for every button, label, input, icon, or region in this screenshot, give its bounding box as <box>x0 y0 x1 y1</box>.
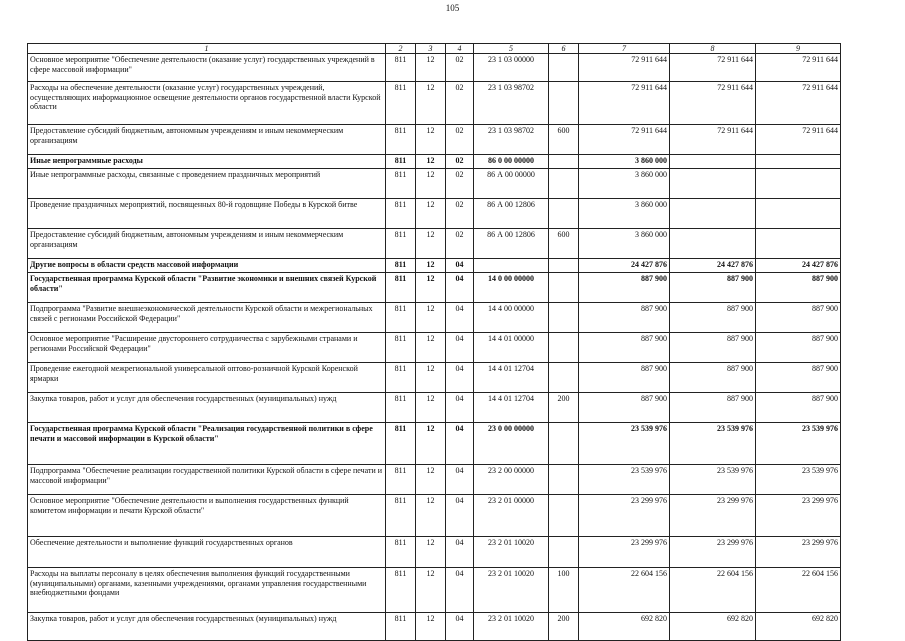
row-name: Проведение ежегодной межрегиональной универсальной оптово-розничной Курской Коренской ярмарки <box>28 363 386 393</box>
expense-type-code <box>549 537 579 568</box>
section-code: 12 <box>416 393 446 423</box>
column-number: 1 <box>28 44 386 54</box>
section-code: 12 <box>416 199 446 229</box>
subsection-code: 04 <box>446 568 474 613</box>
expense-type-code <box>549 259 579 273</box>
amount-col-7: 72 911 644 <box>579 54 670 82</box>
subsection-code: 04 <box>446 273 474 303</box>
amount-col-7: 887 900 <box>579 303 670 333</box>
expense-type-code <box>549 199 579 229</box>
amount-col-9 <box>756 199 841 229</box>
subsection-code: 04 <box>446 495 474 537</box>
budget-table <box>27 43 841 641</box>
section-code: 12 <box>416 495 446 537</box>
grbs-code: 811 <box>386 393 416 423</box>
amount-col-8 <box>670 229 756 259</box>
table-row <box>28 465 841 495</box>
target-article-code: 23 2 01 10020 <box>474 568 549 613</box>
subsection-code: 04 <box>446 303 474 333</box>
expense-type-code <box>549 273 579 303</box>
target-article-code: 14 4 01 00000 <box>474 333 549 363</box>
expense-type-code <box>549 54 579 82</box>
expense-type-code <box>549 155 579 169</box>
amount-col-9: 23 539 976 <box>756 423 841 465</box>
amount-col-7: 72 911 644 <box>579 125 670 155</box>
row-name: Обеспечение деятельности и выполнение функций государственных органов <box>28 537 386 568</box>
section-code: 12 <box>416 229 446 259</box>
grbs-code: 811 <box>386 423 416 465</box>
amount-col-9: 72 911 644 <box>756 54 841 82</box>
amount-col-9: 887 900 <box>756 363 841 393</box>
amount-col-8: 24 427 876 <box>670 259 756 273</box>
amount-col-8: 23 539 976 <box>670 423 756 465</box>
subsection-code: 04 <box>446 423 474 465</box>
expense-type-code <box>549 169 579 199</box>
row-name: Предоставление субсидий бюджетным, автономным учреждениям и иным некоммерческим организациям <box>28 125 386 155</box>
expense-type-code <box>549 423 579 465</box>
target-article-code: 23 2 01 00000 <box>474 495 549 537</box>
section-code: 12 <box>416 155 446 169</box>
subsection-code: 02 <box>446 199 474 229</box>
amount-col-9 <box>756 155 841 169</box>
section-code: 12 <box>416 465 446 495</box>
subsection-code: 02 <box>446 229 474 259</box>
column-number: 7 <box>579 44 670 54</box>
target-article-code: 14 0 00 00000 <box>474 273 549 303</box>
target-article-code: 86 А 00 12806 <box>474 229 549 259</box>
grbs-code: 811 <box>386 273 416 303</box>
table-row <box>28 82 841 125</box>
table-row <box>28 199 841 229</box>
table-row <box>28 54 841 82</box>
grbs-code: 811 <box>386 155 416 169</box>
row-name: Расходы на обеспечение деятельности (оказание услуг) государственных учреждений, осуществляющих информационное освещение деятельности органов государственной власти Курской области <box>28 82 386 125</box>
subsection-code: 04 <box>446 393 474 423</box>
table-row <box>28 303 841 333</box>
amount-col-8: 72 911 644 <box>670 54 756 82</box>
amount-col-8: 72 911 644 <box>670 125 756 155</box>
amount-col-8 <box>670 199 756 229</box>
amount-col-7: 3 860 000 <box>579 199 670 229</box>
expense-type-code: 100 <box>549 568 579 613</box>
subsection-code: 04 <box>446 333 474 363</box>
amount-col-7: 72 911 644 <box>579 82 670 125</box>
section-code: 12 <box>416 363 446 393</box>
target-article-code: 23 0 00 00000 <box>474 423 549 465</box>
amount-col-9: 72 911 644 <box>756 82 841 125</box>
subsection-code: 04 <box>446 363 474 393</box>
amount-col-9: 887 900 <box>756 303 841 333</box>
target-article-code <box>474 259 549 273</box>
target-article-code: 23 2 00 00000 <box>474 465 549 495</box>
row-name: Иные непрограммные расходы <box>28 155 386 169</box>
amount-col-7: 23 539 976 <box>579 423 670 465</box>
section-code: 12 <box>416 125 446 155</box>
subsection-code: 02 <box>446 169 474 199</box>
target-article-code: 86 0 00 00000 <box>474 155 549 169</box>
amount-col-8: 22 604 156 <box>670 568 756 613</box>
amount-col-9: 23 299 976 <box>756 537 841 568</box>
amount-col-8 <box>670 155 756 169</box>
amount-col-9: 23 539 976 <box>756 465 841 495</box>
table-row <box>28 273 841 303</box>
grbs-code: 811 <box>386 333 416 363</box>
target-article-code: 86 А 00 00000 <box>474 169 549 199</box>
amount-col-7: 887 900 <box>579 363 670 393</box>
amount-col-8: 887 900 <box>670 393 756 423</box>
amount-col-9: 887 900 <box>756 273 841 303</box>
amount-col-7: 3 860 000 <box>579 169 670 199</box>
expense-type-code: 600 <box>549 229 579 259</box>
table-row <box>28 363 841 393</box>
row-name: Другие вопросы в области средств массовой информации <box>28 259 386 273</box>
amount-col-8: 23 539 976 <box>670 465 756 495</box>
column-number: 5 <box>474 44 549 54</box>
grbs-code: 811 <box>386 199 416 229</box>
amount-col-8: 23 299 976 <box>670 495 756 537</box>
target-article-code: 14 4 00 00000 <box>474 303 549 333</box>
amount-col-8: 23 299 976 <box>670 537 756 568</box>
amount-col-8: 887 900 <box>670 333 756 363</box>
amount-col-7: 23 299 976 <box>579 495 670 537</box>
column-number: 4 <box>446 44 474 54</box>
table-row <box>28 259 841 273</box>
grbs-code: 811 <box>386 465 416 495</box>
row-name: Проведение праздничных мероприятий, посвященных 80-й годовщине Победы в Курской битве <box>28 199 386 229</box>
amount-col-7: 23 539 976 <box>579 465 670 495</box>
target-article-code: 23 2 01 10020 <box>474 537 549 568</box>
grbs-code: 811 <box>386 363 416 393</box>
section-code: 12 <box>416 568 446 613</box>
table-row <box>28 125 841 155</box>
column-number: 9 <box>756 44 841 54</box>
amount-col-9 <box>756 229 841 259</box>
column-number: 6 <box>549 44 579 54</box>
amount-col-8: 887 900 <box>670 273 756 303</box>
amount-col-7: 24 427 876 <box>579 259 670 273</box>
subsection-code: 04 <box>446 537 474 568</box>
expense-type-code <box>549 82 579 125</box>
expense-type-code: 600 <box>549 125 579 155</box>
section-code: 12 <box>416 169 446 199</box>
grbs-code: 811 <box>386 82 416 125</box>
section-code: 12 <box>416 537 446 568</box>
grbs-code: 811 <box>386 169 416 199</box>
grbs-code: 811 <box>386 537 416 568</box>
table-row <box>28 423 841 465</box>
expense-type-code: 200 <box>549 393 579 423</box>
grbs-code: 811 <box>386 259 416 273</box>
amount-col-7: 3 860 000 <box>579 155 670 169</box>
expense-type-code <box>549 465 579 495</box>
column-number-row <box>28 44 841 54</box>
grbs-code: 811 <box>386 613 416 641</box>
row-name: Подпрограмма "Развитие внешнеэкономической деятельности Курской области и межрегиональных связей с регионами Российской Федерации" <box>28 303 386 333</box>
section-code: 12 <box>416 303 446 333</box>
grbs-code: 811 <box>386 229 416 259</box>
amount-col-8 <box>670 169 756 199</box>
amount-col-9 <box>756 169 841 199</box>
section-code: 12 <box>416 613 446 641</box>
table-row <box>28 495 841 537</box>
expense-type-code: 200 <box>549 613 579 641</box>
row-name: Предоставление субсидий бюджетным, автономным учреждениям и иным некоммерческим организациям <box>28 229 386 259</box>
row-name: Государственная программа Курской области "Реализация государственной политики в сфере печати и массовой информации в Курской области" <box>28 423 386 465</box>
section-code: 12 <box>416 54 446 82</box>
grbs-code: 811 <box>386 495 416 537</box>
section-code: 12 <box>416 273 446 303</box>
amount-col-7: 22 604 156 <box>579 568 670 613</box>
amount-col-7: 887 900 <box>579 333 670 363</box>
table-row <box>28 333 841 363</box>
page-number: 105 <box>445 3 460 13</box>
amount-col-7: 692 820 <box>579 613 670 641</box>
amount-col-8: 887 900 <box>670 363 756 393</box>
subsection-code: 04 <box>446 613 474 641</box>
subsection-code: 02 <box>446 125 474 155</box>
table-row <box>28 537 841 568</box>
row-name: Основное мероприятие "Обеспечение деятельности и выполнения государственных функций комитетом информации и печати Курской области" <box>28 495 386 537</box>
grbs-code: 811 <box>386 125 416 155</box>
column-number: 3 <box>416 44 446 54</box>
amount-col-7: 887 900 <box>579 393 670 423</box>
section-code: 12 <box>416 423 446 465</box>
target-article-code: 23 2 01 10020 <box>474 613 549 641</box>
amount-col-9: 887 900 <box>756 393 841 423</box>
table-row <box>28 169 841 199</box>
amount-col-9: 887 900 <box>756 333 841 363</box>
section-code: 12 <box>416 333 446 363</box>
amount-col-9: 692 820 <box>756 613 841 641</box>
grbs-code: 811 <box>386 54 416 82</box>
expense-type-code <box>549 303 579 333</box>
target-article-code: 14 4 01 12704 <box>474 363 549 393</box>
row-name: Государственная программа Курской области "Развитие экономики и внешних связей Курской области" <box>28 273 386 303</box>
subsection-code: 02 <box>446 54 474 82</box>
amount-col-9: 23 299 976 <box>756 495 841 537</box>
table-row <box>28 613 841 641</box>
expense-type-code <box>549 363 579 393</box>
grbs-code: 811 <box>386 303 416 333</box>
amount-col-9: 22 604 156 <box>756 568 841 613</box>
amount-col-8: 692 820 <box>670 613 756 641</box>
grbs-code: 811 <box>386 568 416 613</box>
subsection-code: 02 <box>446 155 474 169</box>
amount-col-8: 887 900 <box>670 303 756 333</box>
table-row <box>28 229 841 259</box>
subsection-code: 04 <box>446 465 474 495</box>
target-article-code: 23 1 03 00000 <box>474 54 549 82</box>
subsection-code: 04 <box>446 259 474 273</box>
row-name: Закупка товаров, работ и услуг для обеспечения государственных (муниципальных) нужд <box>28 393 386 423</box>
amount-col-7: 23 299 976 <box>579 537 670 568</box>
table-row <box>28 155 841 169</box>
column-number: 8 <box>670 44 756 54</box>
row-name: Расходы на выплаты персоналу в целях обеспечения выполнения функций государственными (муниципальными) органами, казенными учреждениями, органами управления государственными внебюджетными фондами <box>28 568 386 613</box>
row-name: Основное мероприятие "Обеспечение деятельности (оказание услуг) государственных учреждений в сфере массовой информации" <box>28 54 386 82</box>
target-article-code: 23 1 03 98702 <box>474 82 549 125</box>
amount-col-7: 887 900 <box>579 273 670 303</box>
target-article-code: 23 1 03 98702 <box>474 125 549 155</box>
target-article-code: 14 4 01 12704 <box>474 393 549 423</box>
table-row <box>28 393 841 423</box>
row-name: Иные непрограммные расходы, связанные с проведением праздничных мероприятий <box>28 169 386 199</box>
row-name: Основное мероприятие "Расширение двустороннего сотрудничества с зарубежными странами и регионами Российской Федерации" <box>28 333 386 363</box>
column-number: 2 <box>386 44 416 54</box>
amount-col-9: 24 427 876 <box>756 259 841 273</box>
expense-type-code <box>549 333 579 363</box>
target-article-code: 86 А 00 12806 <box>474 199 549 229</box>
table-row <box>28 568 841 613</box>
amount-col-8: 72 911 644 <box>670 82 756 125</box>
row-name: Подпрограмма "Обеспечение реализации государственной политики Курской области в сфере печати и массовой информации" <box>28 465 386 495</box>
section-code: 12 <box>416 259 446 273</box>
section-code: 12 <box>416 82 446 125</box>
expense-type-code <box>549 495 579 537</box>
amount-col-9: 72 911 644 <box>756 125 841 155</box>
amount-col-7: 3 860 000 <box>579 229 670 259</box>
row-name: Закупка товаров, работ и услуг для обеспечения государственных (муниципальных) нужд <box>28 613 386 641</box>
subsection-code: 02 <box>446 82 474 125</box>
